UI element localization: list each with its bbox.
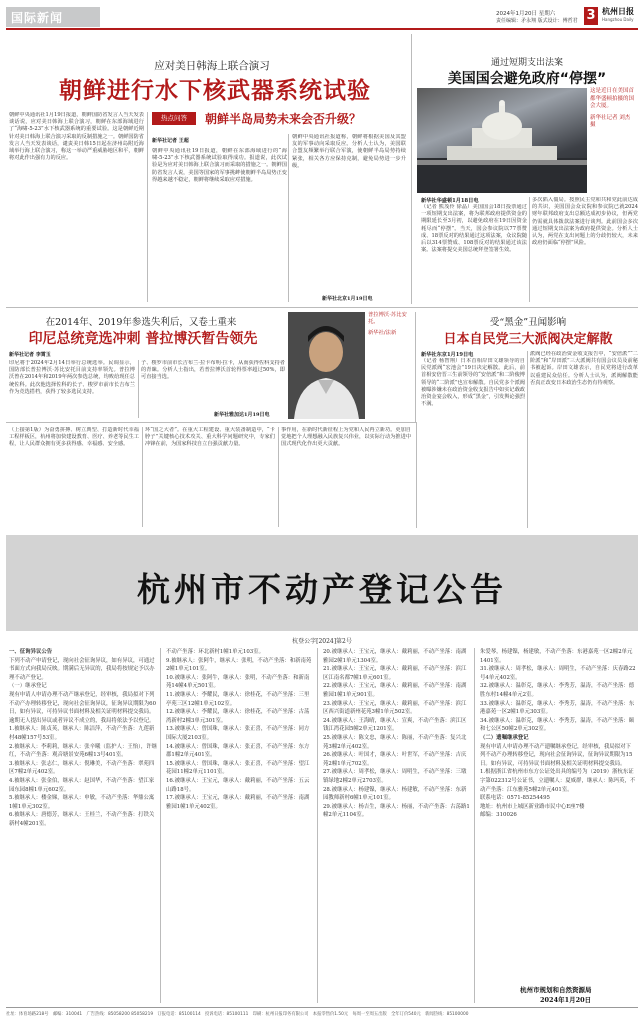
notice-para: 1.根据浙江省杭州市东方公证处出具的编号为（2019）浙杭东证字第022312号公证书，立遗嘱人：夏威群，继承人：陈玛英，不动产坐落：江东雅苑5幢2单元401室。 — [480, 769, 636, 793]
notice-para: 17.被继承人：王宝元，继承人：戴莉丽，不动产坐落：南湖雅园1幢1单元402室。 — [166, 795, 310, 810]
divider — [474, 648, 475, 1003]
divider — [527, 351, 528, 528]
divider — [142, 427, 143, 527]
article1-reporter: 新华社记者 王超 — [152, 138, 189, 144]
article2-caption-credit: 新华社记者 刘杰 摄 — [590, 114, 631, 128]
article2-dateline: 新华社华盛顿1月18日电 — [421, 198, 479, 204]
notice-col2 — [166, 648, 314, 811]
notice-para: 下列不动产申请登记，现向社会征询异议，如有异议，可通过书面方式向我局反映。期满后无异议的，我局将按规定予以办理不动产登记。 — [9, 657, 155, 681]
article1-col1: 朝鲜中央通讯社1月19日报道，朝鲜国防省发言人当天发表谈话说，应对美日韩海上联合演习，朝鲜在东部海域进行了“海啸-5-23”水下核武器系统的重要试验。这是朝鲜近期针对美日韩海上联合演习采取的反制措施之一。朝鲜国防省发言人当天发表谈话，谴责美日韩15日起在济州岛附近海域举行海上联合演习，称这一举动严重威胁地区和平，朝鲜将对此作出强有力的反应。 — [9, 112, 144, 162]
article1-col2: 朝鲜中央通讯社19日报道，朝鲜在东部海域进行的“海啸-5-23”水下核武器系统试验取得成功。报道说，此次试验是为应对美日韩海上联合演习而采取的措施之一。朝鲜国防省发言人说，美国等国家的军事挑衅使朝鲜半岛局势正变得越来越不稳定，朝鲜将继续采取应对措施。 — [152, 148, 287, 183]
notice-para: 4.被继承人：张金伯，继承人：赵国华，不动产坐落：望江家园东园8幢1单元602室。 — [9, 777, 155, 793]
article4-col1: （记者 杨智翔）日本首相岸田文雄领导的自民党派阀“宏池会”19日决定解散。此后，前首相安倍晋三生前领导的“安倍派”和二阶俊博领导的“二阶派”也宣布解散。自民党多个派阀被曝涉嫌未在政治资金收支报告中如实记载政治资金宴会收入，形成“黑金”，引发舆论强烈不满。 — [421, 358, 525, 408]
divider — [411, 34, 412, 304]
notice-para: 32.被继承人：温彰克，继承人：李秀芳，温涛，不动产坐落：德胜东村14幢4单元2室。 — [480, 683, 635, 698]
footer-info: 社址：体育场路218号 邮编：310041 广告热线：85058200 85058219 订报电话：85100114 投诉电话：85100111 印刷：杭州日报印务有限公司 本报零售价1.50元 每周一至周五出版 全年订价540元 新闻热线：85100000 — [6, 1012, 469, 1017]
notice-para: 21.被继承人：王宝元，继承人：戴莉丽，不动产坐落：滨江区江南名都7幢1单元601室。 — [323, 666, 467, 681]
notice-para: 16.被继承人：王宝元，继承人：戴莉丽，不动产坐落：五云山路18号。 — [166, 777, 310, 793]
notice-para: 14.被继承人：曾国珠，继承人：张正喜，不动产坐落：东方郡1幢2单元401室。 — [166, 743, 310, 759]
notice-para: 22.被继承人：王宝元，继承人：戴莉丽，不动产坐落：南湖雅园1幢1单元901室。 — [323, 683, 467, 698]
divider — [415, 312, 416, 422]
notice-para: 6.被继承人：唐德芳，继承人：王桂兰，不动产坐落：打铁关新村4幢201室。 — [9, 812, 155, 827]
footer-rule — [6, 1007, 638, 1008]
notice-para: 20.被继承人：王宝元，继承人：戴莉丽，不动产坐落：南湖雅园2幢1单元1304室。 — [323, 649, 467, 664]
divider — [288, 134, 289, 302]
section-title: 国际新闻 — [11, 11, 64, 25]
notice-para: 5.被继承人：楼金娣，继承人：申敏，不动产坐落：华鼎公寓1幢1单元302室。 — [9, 795, 155, 810]
notice-para: 27.被继承人：周孝松，继承人：周明生，不动产坐落：三墩镇绿地2幢2单元2703室。 — [323, 769, 467, 784]
notice-para: 9.被继承人：张阿牛，继承人：张明，不动产坐落：和新南苑2幢1单元101室。 — [166, 657, 312, 673]
notice-para: 现有申请人申请办理不动产继承登记，经审核，我局拟对下列不动产办理转移登记，现向社会征询异议，征询异议期限为60日，如有异议，可持异议书面材料及相关证明材料提交我局。逾期无人提出异议或者异议不成立的，我局将依法予以登记。 — [9, 691, 157, 724]
notice-para: 26.被继承人：叶国才，继承人：叶世军，不动产坐落：吉庆苑2幢1单元702室。 — [323, 752, 467, 767]
article3-col1: 印尼将于2024年2月14日举行总统选举。民调显示，国防部长普拉博沃·苏比安托目前支持率领先。普拉博沃曾在2014年和2019年两次参选总统，均败给现任总统佐科。此次他选择佐科的长子、梭罗市前市长吉布兰作为竞选搭档，获得了较多选民支持。 — [9, 360, 135, 395]
notice-issuer: 杭州市规划和自然资源局 — [520, 986, 592, 994]
article2-title: 美国国会避免政府“停摆” — [447, 71, 607, 87]
article3-reporter: 新华社记者 李霄玉 — [9, 352, 51, 358]
notice-col4 — [480, 648, 636, 976]
notice-para: 一、征询异议公告 — [9, 649, 53, 655]
editors-credit: 责任编辑：矛永翔 版式设计：傅哲君 — [496, 18, 578, 24]
notice-number: 杭登公字[2024]第2号 — [292, 638, 352, 645]
article1-col3: 朝鲜中央通讯社报道称，朝鲜将根据美国及其盟友的军事动向采取反应。分析人士认为，美国联合盟友频繁举行联合军演，使朝鲜半岛局势持续紧张，相关各方应保持克制，避免局势进一步升级。 — [292, 134, 406, 169]
notice-para: 28.被继承人：杨建镍，继承人：杨建敏，不动产坐落：东新园教师新村6幢1单元101室。 — [323, 786, 467, 802]
notice-para: 邮编：310026 — [480, 812, 517, 819]
article3-title: 印尼总统竞选冲刺 普拉博沃暂告领先 — [28, 331, 258, 347]
notice-col1 — [9, 648, 157, 828]
notice-para: 23.被继承人：王宝元，继承人：戴莉丽，不动产坐落：滨江区西兴街道新州花苑3幢1单元502室。 — [323, 700, 467, 716]
capitol-photo — [417, 88, 587, 193]
issue-date: 2024年1月20日 星期六 — [496, 11, 556, 17]
article3-col2: 子、梭罗市前市长吉布兰·拉卡布明·拉卡，从而获得佐科支持者的青睐。分析人士指出，若普拉博沃首轮得票率超过50%，即可直接当选。 — [141, 360, 285, 381]
masthead-rule — [6, 28, 638, 30]
notice-para: （一）继承登记 — [9, 683, 47, 690]
notice-para: 31.被继承人：周孝松，继承人：周明生，不动产坐落：庆春路22号4单元402室。 — [480, 666, 636, 681]
notice-para: （二）遗嘱继承登记 — [480, 734, 529, 741]
prabowo-photo — [288, 312, 365, 419]
article3-caption2: 新华社/法新 — [368, 329, 397, 336]
section-rule — [6, 307, 638, 308]
article2-col2: 多次陷入僵局。按照民主党和共和党此前达成的共识，美国国会众议院和参议院已就2024财年联邦政府支出总额达成初步协议，但两党仍需就具体拨款法案进行谈判。此前国会多次通过短期支出法案为政府提供资金。分析人士认为，两党在支出问题上的分歧仍较大，未来政府仍面临“停摆”风险。 — [532, 197, 638, 247]
article4-col2: 派阀已经在政治资金收支报告中，“安倍派”“二阶派”和“岸田派”三大派阀共有国会议员及前秘书被起诉。岸田文雄表示，自民党将进行改革以重建民众信任。分析人士认为，派阀解散能否真正改变日本政治生态仍有待观察。 — [530, 351, 638, 386]
notice-para: 29.被继承人：杨吉生，继承人：杨丽，不动产坐落：古荡路1幢2单元1104室。 — [323, 803, 470, 819]
article3-kicker: 在2014年、2019年参选失利后，又卷土重来 — [45, 317, 237, 328]
notice-para: 12.被继承人：李耀民，继承人：徐桂花，不动产坐落：古荡湾新村2幢3单元301室。 — [166, 709, 310, 724]
article1-title: 朝鲜进行水下核武器系统试验 — [59, 78, 371, 104]
paper-logo: 杭州日报 — [602, 6, 634, 16]
divider — [138, 360, 139, 418]
notice-para: 33.被继承人：温彰克，继承人：李秀芳，温涛，不动产坐落：东港嘉苑一区2幢1单元303室。 — [480, 700, 635, 716]
divider — [147, 112, 148, 302]
divider — [416, 422, 417, 528]
notice-title: 杭州市不动产登记公告 — [137, 570, 507, 609]
article1-tag: 热点问答 — [152, 112, 196, 125]
notice-para: 不动产坐落：环北新村1幢1单元103室。 — [166, 649, 265, 655]
article3-caption: 普拉博沃·苏比安托。 — [368, 312, 407, 326]
notice-issue-date: 2024年1月20日 — [540, 996, 592, 1004]
article5-col3: 事作用，在新时代新征程上为党和人民再立新功。更加自觉地把个人理想融入民族复兴伟业，以实际行动为推进中国式现代化作出更大贡献。 — [281, 427, 411, 448]
notice-para: 3.被继承人：张志仁，继承人：倪琳美，不动产坐落：翠苑四区7幢2单元402室。 — [9, 760, 155, 776]
article3-sign: 新华社雅加达1月19日电 — [214, 412, 270, 418]
article2-caption: 这是近日在美国首都华盛顿拍摄的国会大厦。 — [590, 88, 635, 109]
notice-para: 2.被继承人：李莉莉，继承人：张辛曦（监护人：王怡），许继红，不动产坐落：观音塘景安苑6幢13号401室。 — [9, 743, 157, 759]
notice-para: 11.被继承人：李耀民，继承人：徐桂花，不动产坐落：三里亭苑三区12幢1单元102室。 — [166, 691, 310, 707]
notice-para: 1.被继承人：陈贞英，继承人：陈洁萍，不动产坐落：九莲新村48幢157号53室。 — [9, 726, 155, 741]
capitol-image — [417, 88, 587, 193]
page-number: 3 — [584, 7, 598, 25]
divider — [317, 648, 318, 1003]
divider — [160, 648, 161, 1003]
notice-para: 24.被继承人：王海晴，继承人：宣爽，不动产坐落：滨江区钱江湾花园5幢2单元1201室。 — [323, 717, 467, 733]
notice-para: 25.被继承人：陈文忠，继承人：陈丽，不动产坐落：复兴北苑3幢2单元402室。 — [323, 734, 467, 750]
notice-col3 — [323, 648, 471, 820]
notice-para: 朱爱琴，杨建镍，杨建敏，不动产坐落：东港嘉苑一区2幢2单元1401室。 — [480, 649, 633, 664]
article5-col2: 环“国之大者”。在重大工程建设、重大装备制造中，“卡脖子”关键核心技术攻关、重大科学问题研究中，专家们冲锋在前，为国家科技自立自强贡献力量。 — [145, 427, 275, 448]
notice-para: 13.被继承人：曾国珠，继承人：张正喜，不动产坐落：同方国际大厦2103室。 — [166, 726, 310, 741]
article2-caption-box — [590, 88, 636, 193]
article2-col1: （记者 熊茂伶 徐晶）美国国会18日投票通过一项短期支出法案，将为联邦政府提供资金的期限延长至3月初，以避免政府在19日因资金耗尽而“停摆”。当天，国会参议院以77票赞成、18票反对的结果通过这项法案，众议院随后以314票赞成、108票反对的结果通过该法案。法案将提交美国总统拜登签署生效。 — [421, 204, 527, 254]
notice-para: 34.被继承人：温彰克，继承人：李秀芳，温涛，不动产坐落：颐和七公区50幢2单元302室。 — [480, 717, 635, 733]
portrait-image — [288, 312, 365, 419]
article2-kicker: 通过短期支出法案 — [490, 58, 563, 68]
article4-kicker: 受“黑金”丑闻影响 — [489, 317, 567, 328]
notice-para: 联系电话：0571-85254495 — [480, 795, 550, 802]
section-rule — [6, 422, 416, 423]
notice-para: 10.被继承人：张阿牛，继承人：张明，不动产坐落：和新南苑14幢4单元501室。 — [166, 674, 310, 690]
article5-col1: （上接第1版）为奋勇拼搏、树立典型、打造新时代幸福工程样板区，杭州将加快建设教育、医疗、养老等民生工程，让人民群众拥有更多获得感、幸福感、安全感。 — [9, 427, 139, 448]
notice-para: 15.被继承人：曾国珠，继承人：张正喜，不动产坐落：望江花园11幢2单元1101室。 — [166, 760, 310, 776]
article3-caption-box — [368, 312, 412, 419]
article1-sign: 新华社北京1月19日电 — [322, 296, 373, 302]
article1-kicker: 应对美日韩海上联合演习 — [154, 60, 270, 72]
notice-para: 地址：杭州市上城区新业路市民中心E座7楼 — [480, 803, 585, 810]
divider — [529, 197, 530, 302]
article4-dateline: 新华社东京1月19日电 — [421, 352, 474, 358]
article1-subtitle: 朝鲜半岛局势未来会否升级？ — [205, 112, 362, 126]
notice-para: 现有申请人申请办理不动产遗嘱继承登记，经审核，我局拟对下列不动产办理转移登记，现向社会征询异议，征询异议期限为15日。如有异议，可持异议书面材料及相关证明材料提交我局。 — [480, 743, 633, 767]
paper-logo-en: Hangzhou Daily — [602, 17, 634, 22]
article4-title: 日本自民党三大派阀决定解散 — [443, 332, 613, 347]
divider — [278, 427, 279, 527]
